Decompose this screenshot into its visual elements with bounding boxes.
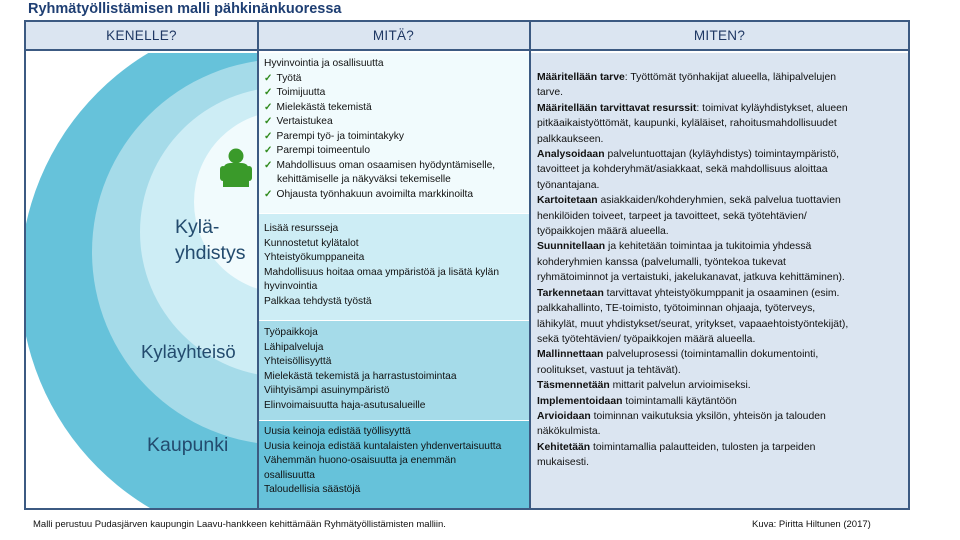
miten-step-keyword: Määritellään tarve bbox=[537, 72, 625, 83]
miten-line-text: palveluprosessi (toimintamallin dokumentointi, bbox=[603, 349, 819, 361]
check-item-text: Ohjausta työnhakuun avoimilta markkinoilta bbox=[276, 188, 474, 200]
miten-line-text: mittarit palvelun arvioimiseksi. bbox=[609, 380, 751, 392]
miten-line-text: henkilöiden toiveet, tarpeet ja tavoitteet, sekä työtehtävien/ bbox=[537, 210, 807, 222]
miten-step-keyword: Kartoitetaan bbox=[537, 195, 598, 207]
miten-line-text: tavoitteet ja kohderyhmät/asiakkaat, sekä mahdollisuus aloittaa bbox=[537, 164, 828, 176]
mita-kaupunki-item: Vähemmän huono-osaisuutta ja enemmän bbox=[264, 455, 456, 466]
mita-kylayhteiso-item: Yhteisöllisyyttä bbox=[264, 356, 332, 367]
check-item-text: Parempi työ- ja toimintakyky bbox=[276, 130, 404, 142]
miten-step-keyword: Implementoidaan bbox=[537, 395, 623, 407]
miten-step-keyword: Täsmennetään bbox=[537, 380, 610, 392]
miten-line-text: ryhmätoiminnot ja vertaistuki, jakelukanavat, jatkuva kehittäminen). bbox=[537, 272, 845, 284]
checkmark-icon: ✓ bbox=[264, 87, 273, 98]
mita-kylayhteiso-item: Mielekästä tekemistä ja harrastustoimintaa bbox=[264, 370, 457, 382]
miten-step-keyword: Analysoidaan bbox=[537, 149, 605, 161]
mita-kylayhdistys-item: Palkkaa tehdystä työstä bbox=[264, 295, 372, 307]
checkmark-icon: ✓ bbox=[264, 116, 273, 127]
miten-step-keyword: Suunnitellaan bbox=[537, 241, 606, 253]
mita-kylayhdistys-item: Mahdollisuus hoitaa omaa ympäristöä ja lisätä kylän bbox=[264, 266, 499, 278]
check-item-text: Mahdollisuus oman osaamisen hyödyntämiselle, bbox=[276, 159, 496, 171]
header-kenelle: KENELLE? bbox=[26, 22, 257, 51]
label-kaupunki: Kaupunki bbox=[147, 434, 229, 456]
check-item-text: Vertaistukea bbox=[276, 116, 333, 127]
mita-kaupunki-item: Uusia keinoja edistää työllisyyttä bbox=[264, 426, 411, 437]
miten-line-text: : toimivat kyläyhdistykset, alueen bbox=[696, 102, 848, 114]
miten-line-text: palkkaukseen. bbox=[537, 133, 604, 145]
mita-kylayhdistys-item: hyvinvointia bbox=[264, 281, 318, 292]
table-frame bbox=[24, 20, 910, 510]
miten-line-text: roolitukset, vastuut ja tehtävät). bbox=[537, 364, 681, 376]
mita-kaupunki-item: Uusia keinoja edistää kuntalaisten yhdenvertaisuutta bbox=[264, 440, 502, 452]
miten-step-keyword: Mallinnettaan bbox=[537, 349, 604, 361]
miten-line-text: lähikylät, muut yhdistykset/seurat, yritykset, vapaaehtoistyöntekijät), bbox=[537, 318, 849, 330]
miten-line-text: toimintamalli käytäntöön bbox=[622, 395, 737, 407]
mita-individual-intro: Hyvinvointia ja osallisuutta bbox=[264, 58, 384, 69]
miten-line-text: työnantajana. bbox=[537, 179, 600, 191]
column-divider bbox=[257, 20, 259, 510]
header-mita: MITÄ? bbox=[258, 22, 529, 51]
mita-kaupunki-item: osallisuutta bbox=[264, 469, 315, 481]
miten-line-text: toimintamallia palautteiden, tulosten ja tarpeiden bbox=[590, 441, 816, 453]
miten-step-keyword: Tarkennetaan bbox=[537, 287, 604, 299]
mita-kylayhdistys-item: Lisää resursseja bbox=[264, 223, 339, 234]
checkmark-icon: ✓ bbox=[264, 159, 273, 171]
miten-step-keyword: Arvioidaan bbox=[537, 410, 591, 422]
checkmark-icon: ✓ bbox=[264, 188, 273, 200]
miten-line-text: työpaikkojen määrä alueella. bbox=[537, 226, 669, 238]
label-kylayhteiso: Kyläyhteisö bbox=[141, 341, 236, 362]
check-item-text: Työtä bbox=[276, 72, 302, 84]
miten-step-keyword: Kehitetään bbox=[537, 441, 591, 453]
miten-line-text: mukaisesti. bbox=[537, 457, 589, 469]
check-item-text: Toimijuutta bbox=[276, 87, 326, 98]
miten-line-text: tarvittavat yhteistyökumppanit ja osaaminen (esim. bbox=[603, 287, 840, 299]
mita-kylayhteiso-item: Elinvoimaisuutta haja-asutusalueille bbox=[264, 399, 426, 411]
miten-line-text: tarve. bbox=[537, 87, 563, 99]
header-miten: MITEN? bbox=[531, 22, 908, 51]
miten-step-keyword: Määritellään tarvittavat resurssit bbox=[537, 102, 697, 114]
miten-line-text: näkökulmista. bbox=[537, 426, 601, 438]
miten-line-text: toiminnan vaikutuksia yksilön, yhteisön ja talouden bbox=[590, 410, 826, 422]
miten-line-text: kohderyhmien kanssa (palvelumalli, työntekoa tukevat bbox=[537, 256, 786, 268]
miten-line-text: sekä työtehtävien/ työpaikkojen määrä alueella. bbox=[537, 333, 756, 345]
miten-line-text: ja kehitetään toimintaa ja tukitoimia yhdessä bbox=[605, 241, 812, 253]
checkmark-icon: ✓ bbox=[264, 101, 273, 113]
mita-kylayhdistys-item: Kunnostetut kylätalot bbox=[264, 237, 359, 249]
checkmark-icon: ✓ bbox=[264, 145, 273, 156]
footer-source: Malli perustuu Pudasjärven kaupungin Laavu-hankkeen kehittämään Ryhmätyöllistämisten malliin. bbox=[33, 519, 446, 530]
checkmark-icon: ✓ bbox=[264, 72, 273, 84]
mita-kylayhteiso-item: Viihtyisämpi asuinympäristö bbox=[264, 385, 390, 396]
check-item-continuation: kehittämiselle ja näkyväksi tekemiselle bbox=[277, 174, 451, 185]
check-item-text: Mielekästä tekemistä bbox=[276, 101, 372, 113]
checkmark-icon: ✓ bbox=[264, 130, 273, 142]
mita-kaupunki-item: Taloudellisia säästöjä bbox=[264, 484, 361, 495]
miten-line-text: palveluntuottajan (kyläyhdistys) toimintaympäristö, bbox=[604, 149, 840, 161]
miten-line-text: : Työttömät työnhakijat alueella, lähipalvelujen bbox=[624, 72, 837, 83]
label-kylayhdistys-line2: yhdistys bbox=[175, 242, 246, 264]
mita-kylayhteiso-item: Työpaikkoja bbox=[264, 327, 318, 338]
miten-line-text: pitkäaikaistyöttömät, kaupunki, kyläläiset, rahoitusmahdollisuudet bbox=[537, 118, 837, 130]
miten-line-text: palkkahallinto, TE-toimisto, työtoiminnan ohjaaja, työterveys, bbox=[537, 303, 816, 315]
miten-line-text: asiakkaiden/kohderyhmien, sekä palvelua tuottavien bbox=[597, 195, 841, 207]
page-title: Ryhmätyöllistämisen malli pähkinänkuoressa bbox=[28, 1, 342, 17]
mita-kylayhteiso-item: Lähipalveluja bbox=[264, 341, 324, 353]
label-kylayhdistys-line1: Kylä- bbox=[175, 216, 220, 238]
mita-kylayhdistys-item: Yhteistyökumppaneita bbox=[264, 252, 365, 263]
check-item-text: Parempi toimeentulo bbox=[276, 145, 370, 156]
column-divider bbox=[529, 20, 531, 510]
footer-credit: Kuva: Piritta Hiltunen (2017) bbox=[752, 519, 871, 530]
